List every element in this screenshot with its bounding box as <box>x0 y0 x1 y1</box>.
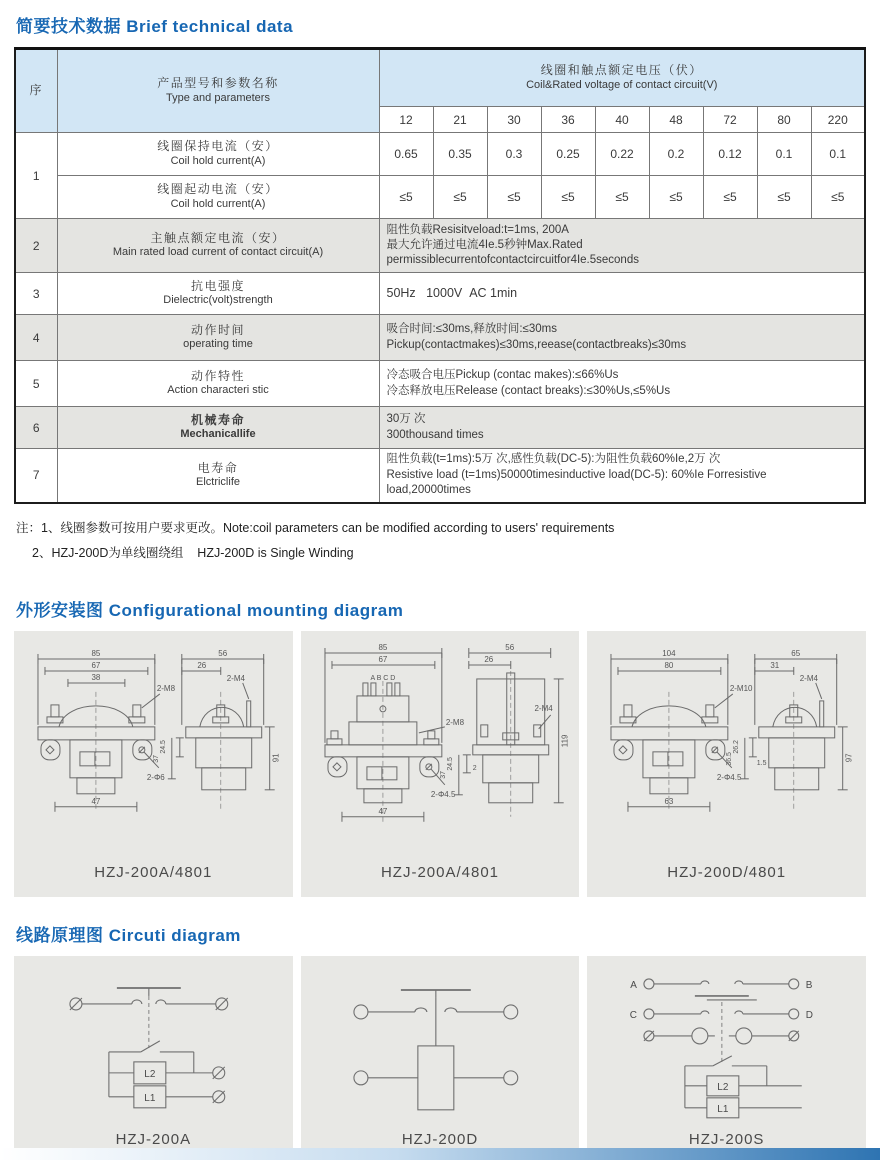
dim-label: 2-M8 <box>156 683 176 693</box>
circuit-panel-1 <box>14 956 293 1160</box>
dim-label: 119 <box>560 734 570 747</box>
row-no: 3 <box>15 273 57 315</box>
value-cell: ≤5 <box>433 176 487 219</box>
dim-label: 37 <box>439 770 447 779</box>
voltage-tick: 30 <box>487 107 541 133</box>
circuit-label-1: HZJ-200A <box>115 1130 192 1148</box>
param-zh: 动作特性 <box>190 368 245 383</box>
dim-label: 2-M8 <box>445 717 464 727</box>
param-cell <box>57 133 379 176</box>
value-cell: 0.12 <box>703 133 757 176</box>
value-cell: ≤5 <box>649 176 703 219</box>
dim-label: 67 <box>378 654 388 664</box>
circuit-lines <box>354 989 518 1109</box>
dim-label: 47 <box>91 796 101 806</box>
table-row <box>15 219 865 273</box>
dim-label: 2-Φ6 <box>146 772 165 782</box>
voltage-tick: 21 <box>433 107 487 133</box>
value-cell: 0.1 <box>811 133 865 176</box>
param-zh: 机械寿命 <box>190 412 245 427</box>
dim-label: 2-Φ4.5 <box>430 789 456 799</box>
mounting-drawing-2 <box>301 637 580 837</box>
spec-table <box>14 47 866 504</box>
voltage-tick: 40 <box>595 107 649 133</box>
footer-gradient-bar <box>0 1148 880 1160</box>
dim-label: 67 <box>91 660 101 670</box>
value-cell: ≤5 <box>703 176 757 219</box>
coil-label-l1: L1 <box>144 1092 156 1104</box>
value-cell: 0.65 <box>379 133 433 176</box>
note-line-2: 2、HZJ-200D为单线圈绕组 HZJ-200D is Single Winding <box>32 545 354 560</box>
circuit-drawing-3 <box>587 962 866 1130</box>
dim-label: 37 <box>152 754 160 763</box>
dim-label: 56 <box>504 642 514 652</box>
value-cell: 0.2 <box>649 133 703 176</box>
pin-labels: A B C D <box>370 674 396 682</box>
param-cell <box>57 315 379 361</box>
dim-label: 2-M4 <box>226 673 245 683</box>
dim-label: 24.5 <box>159 739 167 754</box>
param-en: Main rated load current of contact circuit(A) <box>112 246 324 259</box>
table-row <box>15 449 865 503</box>
circuit-panels <box>14 956 866 1160</box>
table-row <box>15 361 865 407</box>
param-cell <box>57 273 379 315</box>
param-cell <box>57 449 379 503</box>
param-cell <box>57 361 379 407</box>
value-cell: ≤5 <box>595 176 649 219</box>
mounting-label-1: HZJ-200A/4801 <box>94 863 213 881</box>
circuit-lines <box>644 978 802 1117</box>
value-cell: ≤5 <box>487 176 541 219</box>
terminal-label-d: D <box>806 1009 814 1021</box>
value-cell: 0.3 <box>487 133 541 176</box>
dim-label: 85 <box>91 648 101 658</box>
dim-label: 91 <box>271 752 281 762</box>
dim-label: 36.5 <box>726 751 734 766</box>
value-cell: 50Hz 1000V AC 1min <box>379 273 865 315</box>
row-no: 5 <box>15 361 57 407</box>
param-zh: 动作时间 <box>190 322 245 337</box>
mounting-panel-2 <box>301 631 580 897</box>
param-zh: 线圈保持电流（安） <box>157 139 279 154</box>
dim-label: 1.5 <box>757 759 767 767</box>
table-row <box>15 315 865 361</box>
value-cell: ≤5 <box>757 176 811 219</box>
param-en: Coil hold current(A) <box>170 154 266 167</box>
param-cell <box>57 407 379 449</box>
dim-label: 2-M4 <box>800 673 819 683</box>
dim-label: 85 <box>378 642 388 652</box>
param-en: Dielectric(volt)strength <box>163 294 273 307</box>
row-no: 2 <box>15 219 57 273</box>
param-en: operating time <box>183 338 253 351</box>
voltage-tick: 72 <box>703 107 757 133</box>
coil-label-l1: L1 <box>717 1103 729 1115</box>
mounting-drawing-3 <box>587 637 866 837</box>
terminal-label-b: B <box>806 979 813 991</box>
dim-label: 80 <box>664 660 674 670</box>
dim-label: 2-M4 <box>534 703 553 713</box>
coil-label-l2: L2 <box>717 1081 729 1093</box>
value-cell: ≤5 <box>541 176 595 219</box>
front-dim-labels <box>370 642 464 815</box>
circuit-lines <box>70 987 228 1107</box>
voltage-tick: 48 <box>649 107 703 133</box>
dim-label: 63 <box>664 796 674 806</box>
circuit-heading: 线路原理图 Circuti diagram <box>16 925 241 945</box>
row-no: 1 <box>15 133 57 219</box>
value-cell: 0.25 <box>541 133 595 176</box>
value-cell: 吸合时间:≤30ms,释放时间:≤30ms Pickup(contactmakes)≤30ms,reease(contactbreaks)≤30ms <box>379 315 865 361</box>
seq-header-cell: 序 <box>15 49 57 133</box>
param-zh: 线圈起动电流（安） <box>157 182 279 197</box>
table-row <box>15 273 865 315</box>
row-no: 4 <box>15 315 57 361</box>
voltage-tick: 12 <box>379 107 433 133</box>
circuit-panel-2 <box>301 956 580 1160</box>
mounting-heading: 外形安装图 Configurational mounting diagram <box>16 600 404 620</box>
dim-label: 38 <box>91 672 101 682</box>
dim-label: 2-M10 <box>730 683 753 693</box>
circuit-label-2: HZJ-200D <box>401 1130 479 1148</box>
row-no: 7 <box>15 449 57 503</box>
dim-label: 47 <box>378 806 388 816</box>
side-view <box>454 647 563 816</box>
mounting-panels <box>14 631 866 897</box>
side-view <box>741 653 848 811</box>
type-header-en: Type and parameters <box>166 91 270 104</box>
table-notes <box>16 516 880 566</box>
circuit-panel-3 <box>587 956 866 1160</box>
terminal-label-a: A <box>630 979 638 991</box>
dim-label: 2 <box>472 764 477 772</box>
value-cell: 0.22 <box>595 133 649 176</box>
circuit-drawing-1 <box>14 962 293 1130</box>
param-en: Mechanicallife <box>180 428 256 441</box>
value-cell: 30万 次 300thousand times <box>379 407 865 449</box>
dim-label: 97 <box>845 752 855 762</box>
circuit-drawing-2 <box>301 962 580 1130</box>
row-no: 6 <box>15 407 57 449</box>
voltage-header-zh: 线圈和触点额定电压（伏） <box>540 63 703 78</box>
value-cell: 阻性负载Resisitveload:t=1ms, 200A 最大允许通过电流4Ie.5秒钟Max.Rated permissiblecurrentofcontactcircuitfor4Ie.5seconds <box>379 219 865 273</box>
dim-label: 26 <box>197 660 207 670</box>
mounting-label-2: HZJ-200A/4801 <box>380 863 500 881</box>
dim-label: 65 <box>791 648 801 658</box>
voltage-tick: 220 <box>811 107 865 133</box>
value-cell: 0.1 <box>757 133 811 176</box>
voltage-header-en: Coil&Rated voltage of contact circuit(V) <box>526 78 718 91</box>
value-cell: 阻性负载(t=1ms):5万 次,感性负载(DC-5):为阻性负载60%Ie,2万 次 Resistive load (t=1ms)50000timesinductive load(DC-5): 60%Ie Forresistive load,20000times <box>379 449 865 503</box>
mounting-panel-3 <box>587 631 866 897</box>
table-row <box>15 176 865 219</box>
dim-label: 26.2 <box>733 739 741 754</box>
value-cell: ≤5 <box>811 176 865 219</box>
coil-label-l2: L2 <box>144 1068 156 1080</box>
mounting-panel-1 <box>14 631 293 897</box>
param-cell <box>57 176 379 219</box>
param-zh: 电寿命 <box>197 460 239 475</box>
dim-label: 31 <box>770 660 780 670</box>
voltage-header-cell <box>379 49 865 107</box>
dim-label: 104 <box>662 648 676 658</box>
value-cell: 冷态吸合电压Pickup (contac makes):≤66%Us 冷态释放电压Release (contact breaks):≤30%Us,≤5%Us <box>379 361 865 407</box>
dim-label: 26 <box>484 654 493 664</box>
param-en: Elctriclife <box>195 476 240 489</box>
param-en: Coil hold current(A) <box>170 197 266 210</box>
note-line-1: 注：1、线圈参数可按用户要求更改。Note:coil parameters can be modified according to users' requirements <box>16 520 615 535</box>
value-cell: ≤5 <box>379 176 433 219</box>
front-view <box>611 653 733 811</box>
brief-heading: 简要技术数据 Brief technical data <box>16 17 294 36</box>
param-en: Action characteri stic <box>167 384 269 397</box>
param-cell <box>57 219 379 273</box>
param-zh: 抗电强度 <box>190 278 245 293</box>
voltage-tick: 36 <box>541 107 595 133</box>
value-cell: 0.35 <box>433 133 487 176</box>
dim-label: 56 <box>218 648 228 658</box>
terminal-label-c: C <box>630 1009 638 1021</box>
mounting-drawing-1 <box>14 637 293 837</box>
voltage-tick: 80 <box>757 107 811 133</box>
mounting-label-3: HZJ-200D/4801 <box>667 863 787 881</box>
type-header-zh: 产品型号和参数名称 <box>157 76 279 91</box>
side-view <box>168 653 275 811</box>
dim-label: 24.5 <box>446 756 454 771</box>
type-header-cell <box>57 49 379 133</box>
table-row <box>15 407 865 449</box>
circuit-label-3: HZJ-200S <box>688 1130 765 1148</box>
param-zh: 主触点额定电流（安） <box>150 230 286 245</box>
dim-label: 2-Φ4.5 <box>717 772 742 782</box>
table-row <box>15 133 865 176</box>
